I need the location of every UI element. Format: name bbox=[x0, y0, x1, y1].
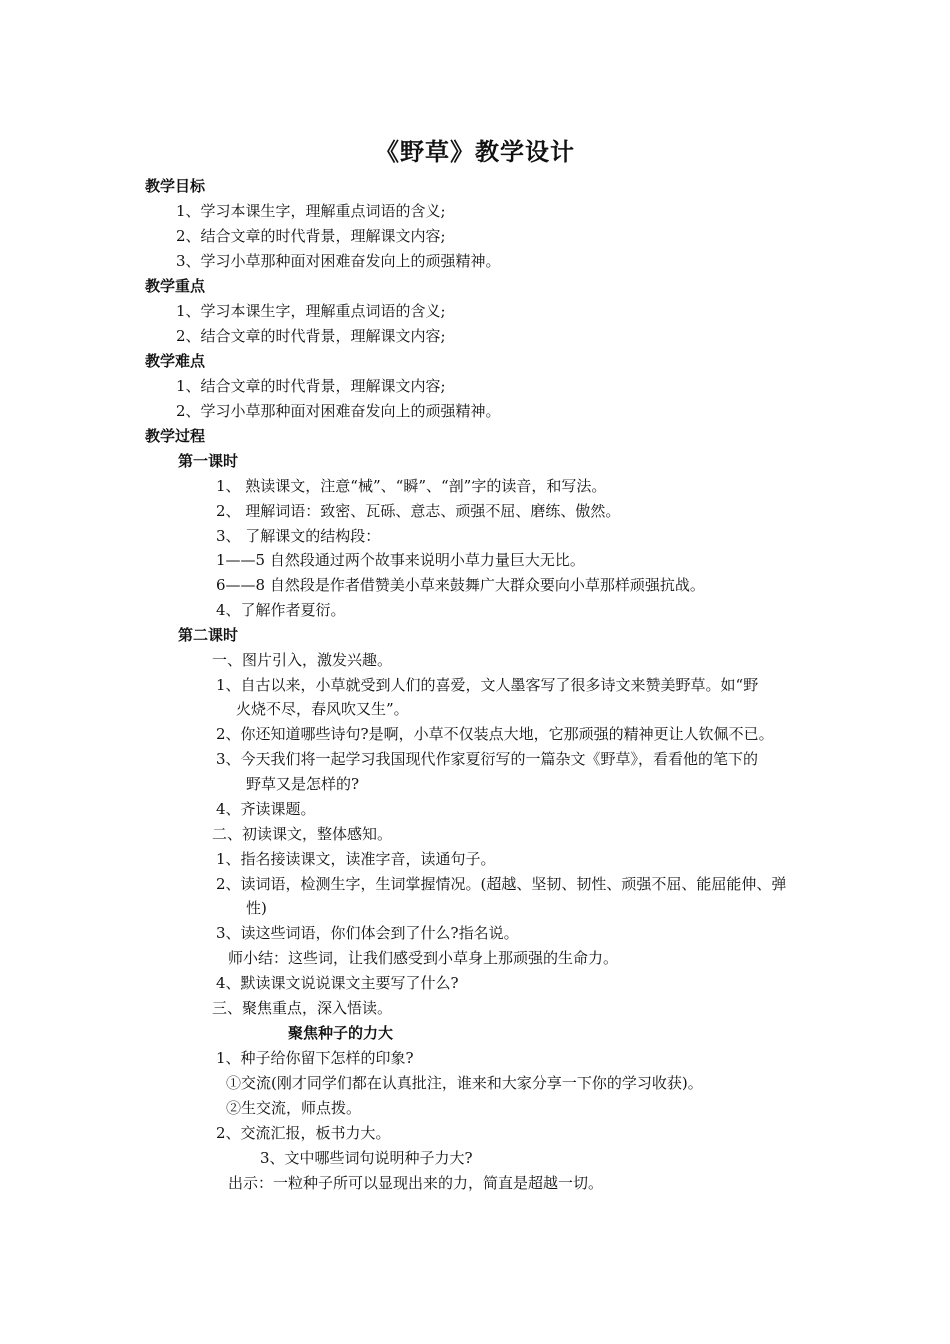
lesson2-item: 4、齐读课题。 bbox=[216, 800, 316, 818]
lesson1-heading: 第一课时 bbox=[178, 452, 239, 470]
key-point-item: 2、结合文章的时代背景，理解课文内容; bbox=[176, 327, 446, 345]
objective-item: 2、结合文章的时代背景，理解课文内容; bbox=[176, 227, 446, 245]
objective-item: 3、学习小草那种面对困难奋发向上的顽强精神。 bbox=[176, 252, 501, 270]
lesson1-item: 1、 熟读课文，注意“械”、“瞬”、“剖”字的读音，和写法。 bbox=[216, 477, 607, 495]
lesson1-item: 3、 了解课文的结构段： bbox=[216, 527, 381, 545]
lesson1-item: 1——5 自然段通过两个故事来说明小草力量巨大无比。 bbox=[216, 551, 585, 569]
lesson2-heading: 第二课时 bbox=[178, 626, 239, 644]
process-heading: 教学过程 bbox=[145, 427, 206, 445]
teacher-summary: 师小结：这些词，让我们感受到小草身上那顽强的生命力。 bbox=[228, 949, 619, 967]
lesson2-item: 2、交流汇报，板书力大。 bbox=[216, 1124, 391, 1142]
section-heading: 一、图片引入，激发兴趣。 bbox=[212, 651, 393, 669]
lesson2-item-continued: 火烧不尽，春风吹又生”。 bbox=[236, 700, 409, 718]
lesson2-item: 1、自古以来，小草就受到人们的喜爱，文人墨客写了很多诗文来赞美野草。如“野 bbox=[216, 676, 759, 694]
section-heading: 三、聚焦重点，深入悟读。 bbox=[212, 999, 393, 1017]
lesson2-subitem: ①交流(刚才同学们都在认真批注，谁来和大家分享一下你的学习收获)。 bbox=[226, 1074, 703, 1092]
objective-item: 1、学习本课生字，理解重点词语的含义; bbox=[176, 202, 446, 220]
difficulty-item: 2、学习小草那种面对困难奋发向上的顽强精神。 bbox=[176, 402, 501, 420]
lesson2-item: 2、你还知道哪些诗句?是啊，小草不仅装点大地，它那顽强的精神更让人钦佩不已。 bbox=[216, 725, 774, 743]
lesson2-item-continued: 性) bbox=[246, 899, 267, 917]
difficulty-item: 1、结合文章的时代背景，理解课文内容; bbox=[176, 377, 446, 395]
subsection-heading: 聚焦种子的力大 bbox=[288, 1024, 394, 1042]
lesson2-item-continued: 野草又是怎样的? bbox=[246, 775, 360, 793]
objectives-heading: 教学目标 bbox=[145, 177, 206, 195]
lesson1-item: 2、 理解词语：致密、瓦砾、意志、顽强不屈、磨练、傲然。 bbox=[216, 502, 621, 520]
difficulties-heading: 教学难点 bbox=[145, 352, 206, 370]
lesson2-subitem: ②生交流，师点拨。 bbox=[226, 1099, 362, 1117]
lesson2-item: 1、指名接读课文，读准字音，读通句子。 bbox=[216, 850, 496, 868]
document-title: 《野草》教学设计 bbox=[375, 138, 575, 166]
lesson2-item: 3、文中哪些词句说明种子力大? bbox=[260, 1149, 473, 1167]
lesson1-item: 4、了解作者夏衍。 bbox=[216, 601, 346, 619]
display-quote: 出示：一粒种子所可以显现出来的力，简直是超越一切。 bbox=[228, 1174, 604, 1192]
key-points-heading: 教学重点 bbox=[145, 277, 206, 295]
key-point-item: 1、学习本课生字，理解重点词语的含义; bbox=[176, 302, 446, 320]
lesson1-item: 6——8 自然段是作者借赞美小草来鼓舞广大群众要向小草那样顽强抗战。 bbox=[216, 576, 705, 594]
lesson2-item: 2、读词语，检测生字，生词掌握情况。(超越、坚韧、韧性、顽强不屈、能屈能伸、弹 bbox=[216, 875, 787, 893]
lesson2-item: 4、默读课文说说课文主要写了什么? bbox=[216, 974, 459, 992]
section-heading: 二、初读课文，整体感知。 bbox=[212, 825, 393, 843]
lesson2-item: 3、读这些词语，你们体会到了什么?指名说。 bbox=[216, 924, 519, 942]
lesson2-item: 3、今天我们将一起学习我国现代作家夏衍写的一篇杂文《野草》，看看他的笔下的 bbox=[216, 750, 759, 768]
lesson2-item: 1、种子给你留下怎样的印象? bbox=[216, 1049, 414, 1067]
